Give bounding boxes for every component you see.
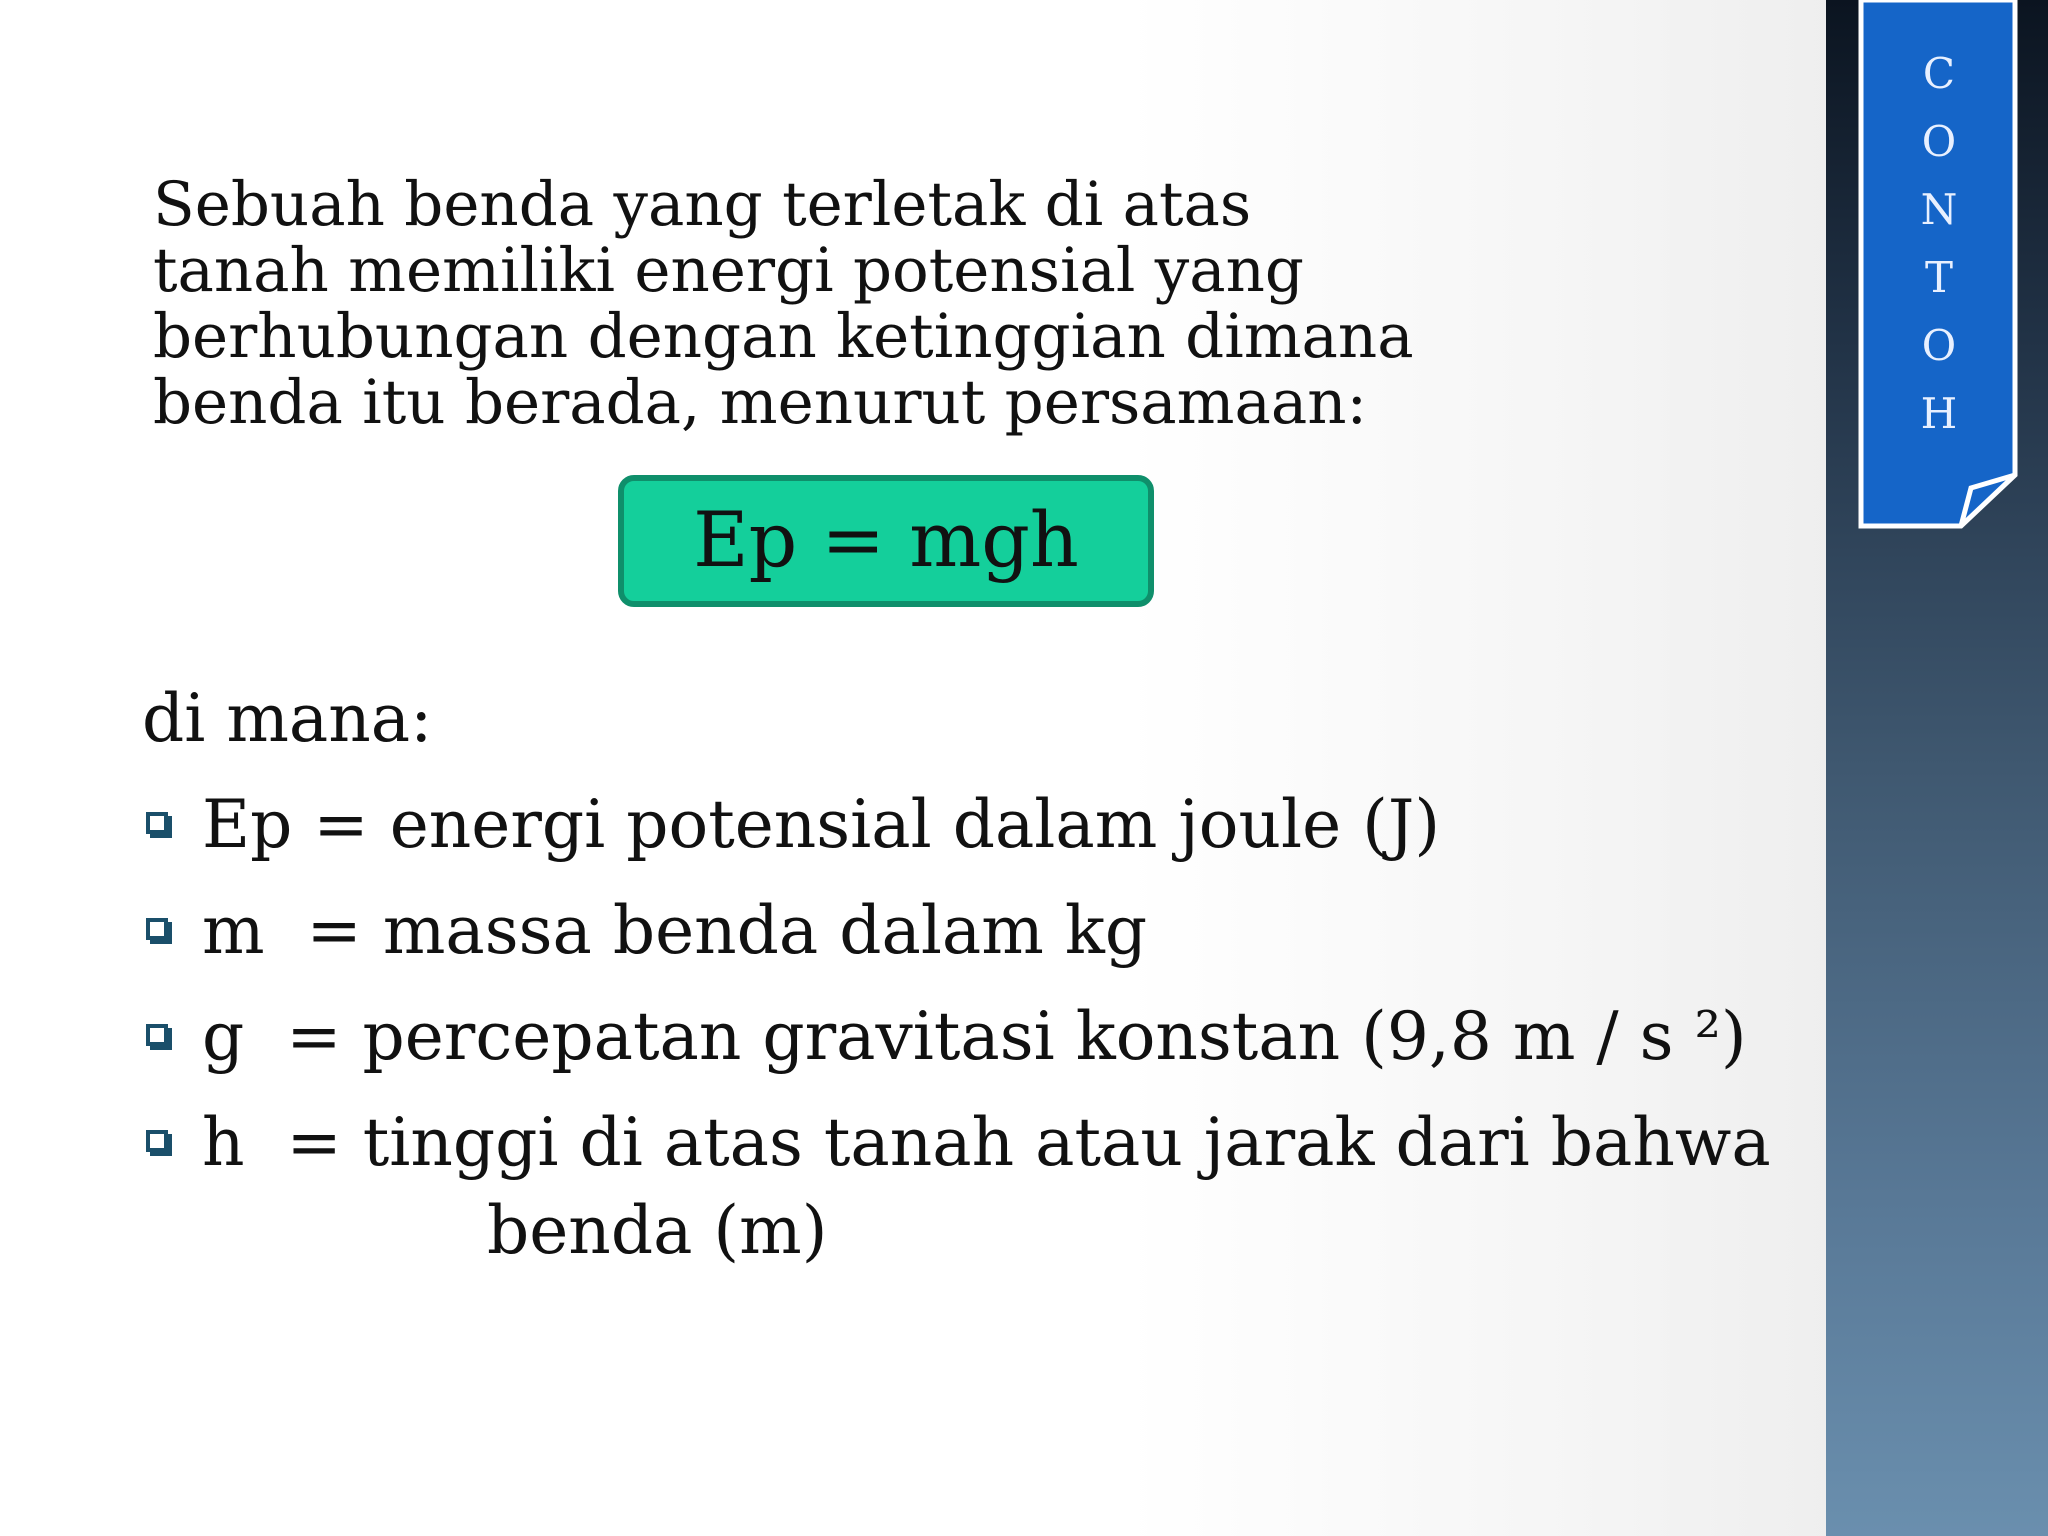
definition-list <box>142 780 1822 1274</box>
definition-item-h <box>142 1098 1822 1274</box>
hollow-square-bullet-icon <box>146 1024 168 1046</box>
contoh-tab <box>1857 0 2019 532</box>
definition-symbol: Ep <box>202 786 293 863</box>
formula-box <box>618 475 1154 607</box>
definition-item-g <box>142 992 1822 1098</box>
hollow-square-bullet-icon <box>146 1130 168 1152</box>
tab-letter: H <box>1920 389 1958 438</box>
intro-line: tanah memiliki energi potensial yang <box>153 235 1304 306</box>
definition-item-m <box>142 886 1822 992</box>
definition-text: = tinggi di atas tanah atau jarak dari bahwa <box>244 1104 1771 1181</box>
definition-continuation: benda (m) <box>487 1192 828 1269</box>
tab-letter: O <box>1921 321 1957 370</box>
tab-letter: T <box>1924 253 1953 302</box>
tab-letter: C <box>1922 49 1956 98</box>
tab-letter: N <box>1920 185 1958 234</box>
definition-symbol: h <box>202 1104 245 1181</box>
hollow-square-bullet-icon <box>146 918 168 940</box>
where-label: di mana: <box>142 680 433 757</box>
definition-symbol: m <box>202 892 265 969</box>
definition-symbol: g <box>202 998 245 1075</box>
definition-text: = massa benda dalam kg <box>264 892 1148 969</box>
intro-line: Sebuah benda yang terletak di atas <box>153 169 1252 240</box>
definition-text: = percepatan gravitasi konstan (9,8 m / s ²) <box>244 998 1747 1075</box>
intro-line: berhubungan dengan ketinggian dimana <box>153 301 1414 372</box>
intro-paragraph <box>153 169 1453 438</box>
intro-line: benda itu berada, menurut persamaan: <box>153 367 1368 438</box>
definition-text: = energi potensial dalam joule (J) <box>292 786 1441 863</box>
tab-letter: O <box>1921 117 1957 166</box>
formula-text: Ep = mgh <box>693 495 1079 584</box>
definition-item-ep <box>142 780 1822 886</box>
hollow-square-bullet-icon <box>146 812 168 834</box>
tab-label <box>1857 40 2021 448</box>
